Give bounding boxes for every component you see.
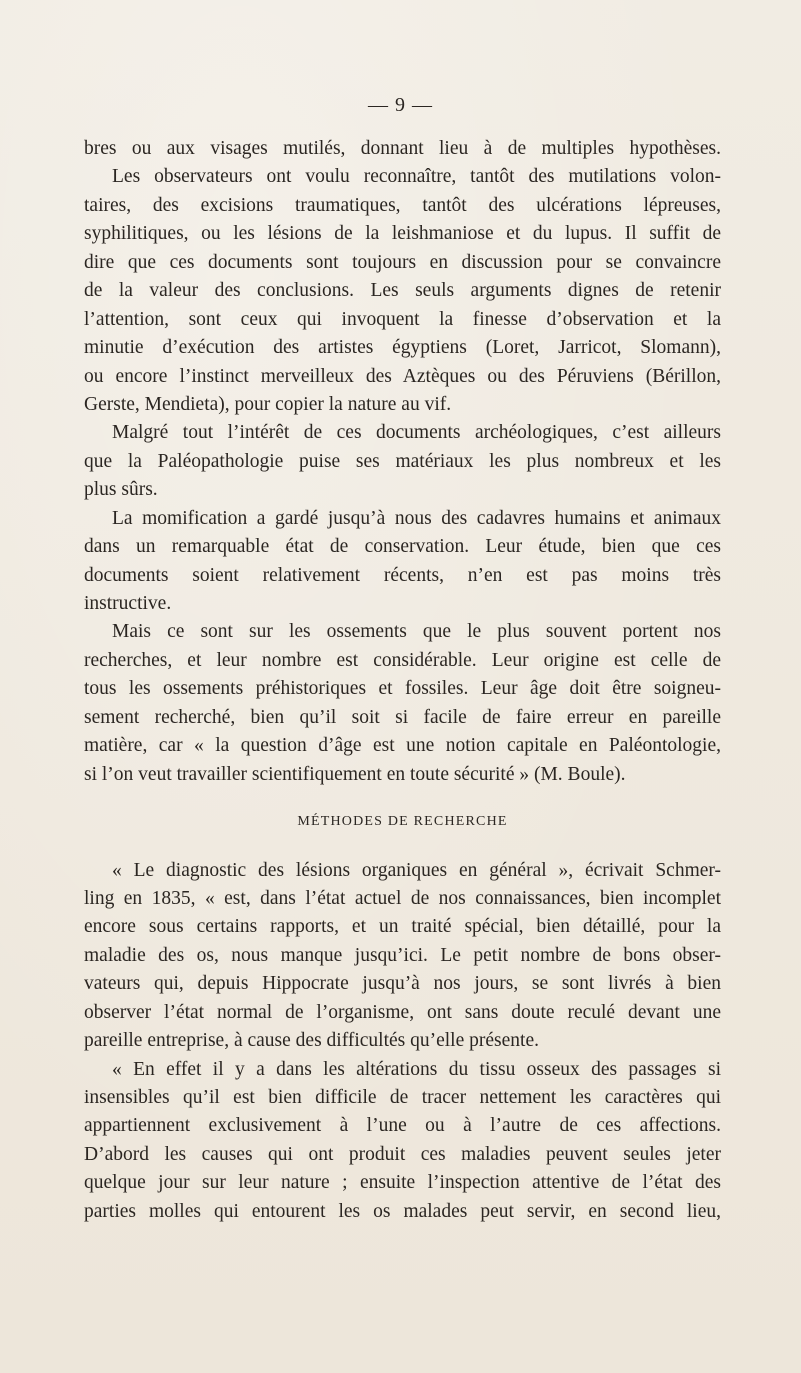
text-line: l’attention, sont ceux qui invoquent la finesse d’observation et la	[84, 308, 721, 330]
text-line: taires, des excisions traumatiques, tantôt des ulcérations lépreuses,	[84, 194, 721, 216]
text-line: quelque jour sur leur nature ; ensuite l’inspection attentive de l’état des	[84, 1172, 721, 1194]
text-line: observer l’état normal de l’organisme, ont sans doute reculé devant une	[84, 1001, 721, 1023]
text-line: « En effet il y a dans les altérations du tissu osseux des passages si	[112, 1058, 721, 1080]
text-line: tous les ossements préhistoriques et fossiles. Leur âge doit être soigneu-	[84, 678, 721, 700]
text-line: Gerste, Mendieta), pour copier la nature au vif.	[84, 393, 452, 415]
text-line: maladie des os, nous manque jusqu’ici. Le petit nombre de bons obser-	[84, 944, 721, 966]
text-line: matière, car « la question d’âge est une notion capitale en Paléontologie,	[84, 735, 721, 757]
text-line: appartiennent exclusivement à l’une ou à l’autre de ces affections.	[84, 1115, 721, 1137]
text-line: que la Paléopathologie puise ses matériaux les plus nombreux et les	[84, 450, 721, 472]
text-line: pareille entreprise, à cause des difficultés qu’elle présente.	[84, 1030, 539, 1052]
text-line: ou encore l’instinct merveilleux des Aztèques ou des Péruviens (Bérillon,	[84, 365, 721, 387]
text-line: insensibles qu’il est bien difficile de tracer nettement les caractères qui	[84, 1087, 721, 1108]
text-line: bres ou aux visages mutilés, donnant lieu à de multiples hypothèses.	[84, 138, 721, 159]
text-line: « Le diagnostic des lésions organiques en général », écrivait Schmer-	[112, 859, 721, 881]
text-line: La momification a gardé jusqu’à nous des cadavres humains et animaux	[112, 507, 721, 529]
text-line: minutie d’exécution des artistes égyptiens (Loret, Jarricot, Slomann),	[84, 337, 721, 359]
text-line: recherches, et leur nombre est considérable. Leur origine est celle de	[84, 649, 721, 671]
text-line: de la valeur des conclusions. Les seuls arguments dignes de retenir	[84, 280, 721, 302]
text-line: plus sûrs.	[84, 479, 158, 501]
body-text	[84, 135, 721, 1226]
text-line: sement recherché, bien qu’il soit si facile de faire erreur en pareille	[84, 706, 721, 728]
text-line: parties molles qui entourent les os malades peut servir, en second lieu,	[84, 1200, 721, 1222]
text-line: syphilitiques, ou les lésions de la leishmaniose et du lupus. Il suffit de	[84, 223, 721, 245]
text-line: encore sous certains rapports, et un traité spécial, bien détaillé, pour la	[84, 916, 721, 938]
text-line: dans un remarquable état de conservation. Leur étude, bien que ces	[84, 536, 721, 558]
text-line: Malgré tout l’intérêt de ces documents archéologiques, c’est ailleurs	[112, 422, 721, 444]
text-line: ling en 1835, « est, dans l’état actuel de nos connaissances, bien incomplet	[84, 887, 721, 909]
text-line: vateurs qui, depuis Hippocrate jusqu’à nos jours, se sont livrés à bien	[84, 973, 721, 995]
section-heading: MÉTHODES DE RECHERCHE	[297, 814, 508, 830]
text-line: Les observateurs ont voulu reconnaître, tantôt des mutilations volon-	[112, 166, 721, 188]
text-line: dire que ces documents sont toujours en discussion pour se convaincre	[84, 251, 721, 273]
text-line: Mais ce sont sur les ossements que le plus souvent portent nos	[112, 621, 721, 643]
text-line: si l’on veut travailler scientifiquement en toute sécurité » (M. Boule).	[84, 763, 626, 785]
page-number: — 9 —	[368, 94, 433, 116]
text-line: documents soient relativement récents, n’en est pas moins très	[84, 564, 721, 586]
text-line: instructive.	[84, 593, 172, 614]
text-line: D’abord les causes qui ont produit ces maladies peuvent seules jeter	[84, 1143, 721, 1165]
